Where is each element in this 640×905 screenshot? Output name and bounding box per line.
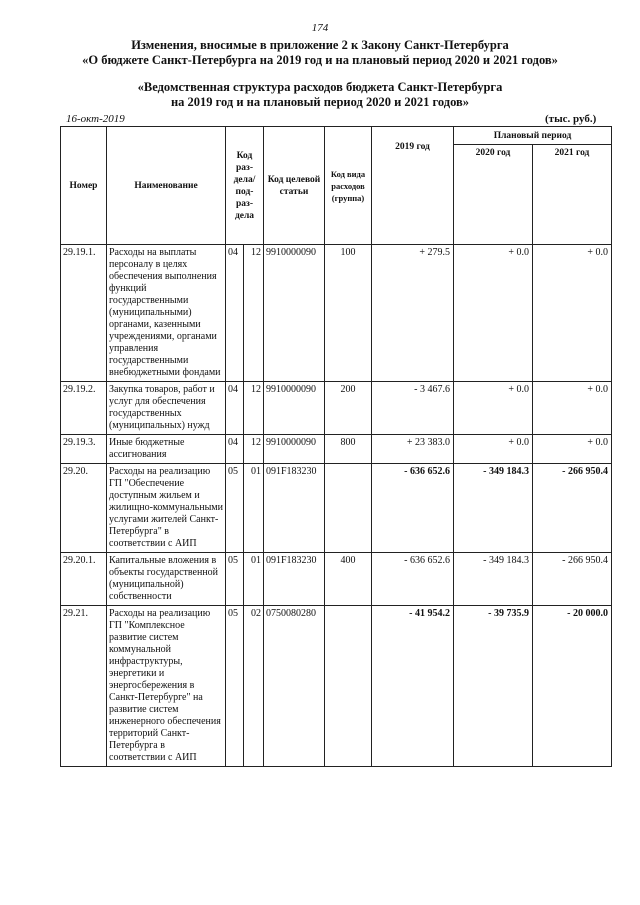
- row-subsection: 12: [244, 435, 264, 464]
- row-section: 04: [226, 435, 244, 464]
- row-subsection: 12: [244, 382, 264, 435]
- row-value-2020: + 0.0: [454, 435, 533, 464]
- header-target: Код целевой статьи: [264, 127, 325, 245]
- row-number: 29.19.1.: [61, 245, 107, 382]
- row-target-code: 9910000090: [264, 245, 325, 382]
- row-value-2020: - 349 184.3: [454, 464, 533, 553]
- row-value-2021: - 266 950.4: [533, 553, 612, 606]
- row-subsection: 02: [244, 606, 264, 767]
- header-type: Код вида расходов (группа): [325, 127, 372, 245]
- title-line-3: «Ведомственная структура расходов бюджета Санкт-Петербурга: [137, 80, 503, 94]
- row-target-code: 0750080280: [264, 606, 325, 767]
- row-value-2019: - 636 652.6: [372, 553, 454, 606]
- date-label: 16-окт-2019: [66, 113, 125, 125]
- row-name: Расходы на реализацию ГП "Комплексное развитие систем коммунальной инфраструктуры, энергетики и энергосбережения в Санкт-Петербурге" на развитие систем инженерного обеспечения территорий Санкт-Петербурга в соответствии с АИП: [107, 606, 226, 767]
- header-planned: Плановый период: [454, 127, 612, 145]
- row-name: Иные бюджетные ассигнования: [107, 435, 226, 464]
- row-value-2019: - 41 954.2: [372, 606, 454, 767]
- row-value-2021: - 266 950.4: [533, 464, 612, 553]
- row-name: Закупка товаров, работ и услуг для обеспечения государственных (муниципальных) нужд: [107, 382, 226, 435]
- row-name: Расходы на реализацию ГП "Обеспечение доступным жильем и жилищно-коммунальными услугами жителей Санкт-Петербурга" в соответствии с АИП: [107, 464, 226, 553]
- budget-table: [60, 126, 612, 767]
- row-section: 04: [226, 382, 244, 435]
- row-name: Капитальные вложения в объекты государственной (муниципальной) собственности: [107, 553, 226, 606]
- table-row: [61, 435, 612, 464]
- table-row: [61, 382, 612, 435]
- row-value-2019: + 279.5: [372, 245, 454, 382]
- unit-label: (тыс. руб.): [545, 113, 597, 125]
- row-subsection: 01: [244, 464, 264, 553]
- row-number: 29.20.1.: [61, 553, 107, 606]
- header-section: Код раз-дела/ под-раз-дела: [226, 127, 264, 245]
- table-row: [61, 245, 612, 382]
- row-value-2021: + 0.0: [533, 382, 612, 435]
- row-number: 29.19.3.: [61, 435, 107, 464]
- document-title: [0, 38, 640, 68]
- row-target-code: 091F183230: [264, 553, 325, 606]
- row-type-code: [325, 464, 372, 553]
- row-type-code: 200: [325, 382, 372, 435]
- header-2020: 2020 год: [454, 145, 533, 245]
- row-type-code: 100: [325, 245, 372, 382]
- row-number: 29.21.: [61, 606, 107, 767]
- row-subsection: 12: [244, 245, 264, 382]
- row-value-2020: - 39 735.9: [454, 606, 533, 767]
- table-row: [61, 464, 612, 553]
- table-row: [61, 553, 612, 606]
- row-value-2020: + 0.0: [454, 382, 533, 435]
- header-2021: 2021 год: [533, 145, 612, 245]
- row-type-code: [325, 606, 372, 767]
- row-type-code: 400: [325, 553, 372, 606]
- title-line-2: «О бюджете Санкт-Петербурга на 2019 год и на плановый период 2020 и 2021 годов»: [82, 53, 558, 67]
- row-value-2019: - 3 467.6: [372, 382, 454, 435]
- row-section: 05: [226, 553, 244, 606]
- row-value-2019: - 636 652.6: [372, 464, 454, 553]
- page-number: 174: [311, 22, 329, 34]
- row-value-2021: + 0.0: [533, 245, 612, 382]
- header-2019: 2019 год: [372, 127, 454, 245]
- row-number: 29.19.2.: [61, 382, 107, 435]
- row-name: Расходы на выплаты персоналу в целях обеспечения выполнения функций государственными (муниципальными) органами, казенными учреждениями, органами управления государственными внебюджетными фондами: [107, 245, 226, 382]
- row-target-code: 9910000090: [264, 382, 325, 435]
- row-value-2021: + 0.0: [533, 435, 612, 464]
- table-row: [61, 606, 612, 767]
- row-subsection: 01: [244, 553, 264, 606]
- row-value-2020: - 349 184.3: [454, 553, 533, 606]
- row-value-2020: + 0.0: [454, 245, 533, 382]
- title-line-4: на 2019 год и на плановый период 2020 и 2021 годов»: [170, 95, 470, 109]
- row-section: 05: [226, 606, 244, 767]
- row-section: 05: [226, 464, 244, 553]
- row-value-2021: - 20 000.0: [533, 606, 612, 767]
- row-target-code: 9910000090: [264, 435, 325, 464]
- row-type-code: 800: [325, 435, 372, 464]
- row-number: 29.20.: [61, 464, 107, 553]
- title-line-1: Изменения, вносимые в приложение 2 к Закону Санкт-Петербурга: [131, 38, 509, 52]
- row-target-code: 091F183230: [264, 464, 325, 553]
- table-title: [0, 80, 640, 110]
- row-value-2019: + 23 383.0: [372, 435, 454, 464]
- row-section: 04: [226, 245, 244, 382]
- header-name: Наименование: [107, 127, 226, 245]
- header-number: Номер: [61, 127, 107, 245]
